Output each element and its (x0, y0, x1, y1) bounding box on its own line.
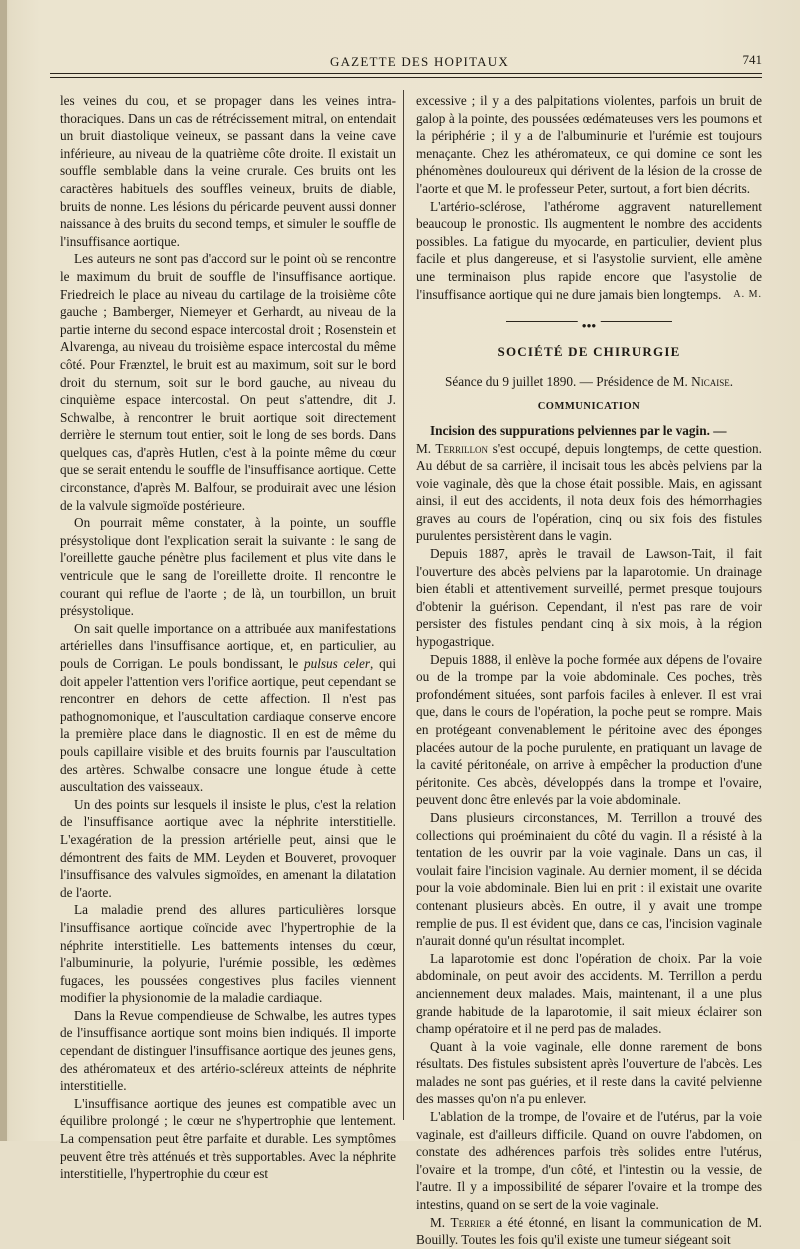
text-run: . (729, 373, 734, 389)
separator-ornament-icon: ●●● (578, 317, 601, 335)
text-run: On sait quelle importance on a attribuée aux manifestations artérielles dans l'insuffisance aortique, et, en particulier, au pouls de Corrigan. Le pouls bondissant, le (60, 620, 396, 671)
latin-term: pulsus celer (303, 656, 371, 671)
paragraph: Quant à la voie vaginale, elle donne rarement de bons résultats. Des fistules subsistent après l'ouverture de l'abcès. Les malades ne sont pas guéries, et il reste dans la cavité pelvienne des masses qu'on n'a pu enlever. (416, 1038, 762, 1107)
text-run: a été étonné, en lisant la communication de M. Bouilly. Toutes les fois qu'il existe une tumeur siégeant soit (416, 1214, 762, 1248)
paragraph: L'insuffisance aortique des jeunes est compatible avec un équilibre prolongé ; le cœur ne s'hypertrophie que lentement. La compensation peut être parfaite et durable. Les symptômes peuvent être très atténués et très supportables. Avec la néphrite interstitielle, l'hypertrophie du cœur est (60, 1095, 396, 1182)
page-number: 741 (742, 52, 762, 67)
paragraph: On pourrait même constater, à la pointe, un souffle présystolique dont l'explication serait la suivante : le sang de l'oreillette gauche pénètre plus facilement et plus vite dans le ventricule que le sang de l'oreillette droite. Il rencontre le courant qui reflue de l'aorte ; de là, un tourbillon, un bruit présystolique. (60, 515, 396, 619)
left-column (60, 92, 396, 1183)
paragraph: Dans la Revue compendieuse de Schwalbe, les autres types de l'insuffisance aortique sont moins bien indiqués. Il importe cependant de distinguer l'insuffisance aortique des jeunes gens, des athéromateux et des artério-scléreux atteints de néphrite interstitielle. (60, 1007, 396, 1094)
section-separator (416, 317, 762, 331)
author-name: M. Terrier (430, 1214, 491, 1230)
communication-heading: COMMUNICATION (537, 401, 641, 413)
article-title: Incision des suppurations pelviennes par le vagin. — (430, 422, 727, 438)
paragraph (60, 620, 396, 796)
paragraph: La laparotomie est donc l'opération de choix. Par la voie abdominale, on peut avoir des accidents. M. Terrillon a perdu anciennement deux malades. Mais, maintenant, il a une plus grande habitude de la laparotomie, il sait mieux éclairer son champ opératoire et il ne perd pas de malades. (416, 950, 762, 1037)
paragraph: Depuis 1888, il enlève la poche formée aux dépens de l'ovaire ou de la trompe par la voie abdominale. Ces poches, très profondément situées, sont parfois faciles à enlever. Il est vrai que, dans le cours de l'opération, la poche peut se rompre. Mais en protégeant convenablement le péritoine avec des éponges placées autour de la poche purulente, en pratiquant un lavage de la cavité péritonéale, on arrive à empêcher la production d'une péritonite. Ces abcès, développés dans la trompe et l'ovaire, peuvent donc être enlevés par la voie abdominale. (416, 651, 762, 808)
paragraph: Les auteurs ne sont pas d'accord sur le point où se rencontre le maximum du bruit de souffle de l'insuffisance aortique. Friedreich le place au niveau du cartilage de la troisième côte gauche ; Bamberger, Niemeyer et Gerhardt, au niveau de la partie interne du second espace intercostal droit ; Rosenstein et Alvarenga, au niveau du troisième espace intercostal du même côté. Pour Frænztel, le bruit est au maximum, soit sur le bord droit du sternum, soit sur le bord gauche, au niveau du cinquième espace intercostal. On peut s'attendre, dit J. Schwalbe, à rencontrer le bruit aortique soit directement derrière le sternum tout entier, soit le long de ses bords. Dans quelques cas, d'après Hutlen, c'est à la pointe même du cœur que se serait entendu le souffle de l'insuffisance aortique. Cette circonstance, d'après M. Balfour, se produirait avec une lésion de la valvule sigmoïde postérieure. (60, 251, 396, 513)
paragraph: L'ablation de la trompe, de l'ovaire et de l'utérus, par la voie vaginale, est d'ailleurs difficile. Quand on ouvre l'abdomen, on constate des adhérences parfois très solides entre l'utérus, l'ovaire et la trompe, d'un côté, et l'intestin ou la vessie, de l'autre. Il y a impossibilité de séparer l'ovaire et la trompe des intestins, quand on se sert de la voie vaginale. (416, 1109, 762, 1213)
paragraph: excessive ; il y a des palpitations violentes, parfois un bruit de galop à la pointe, des poussées œdémateuses vers les poumons et la périphérie ; il y a de l'albuminurie et l'urémie est toujours menaçante. Chez les athéromateux, ce qui domine ce sont les phénomènes douloureux qui dérivent de la lésion de la crosse de l'aorte et que M. le professeur Peter, surtout, a fort bien décrits. (416, 93, 762, 196)
text-run: Séance du 9 juillet 1890. — Présidence de M. (444, 373, 692, 389)
session-line (416, 373, 762, 391)
paragraph (416, 1214, 762, 1249)
header-rule-top (50, 73, 762, 74)
paragraph (416, 422, 762, 545)
president-name: Nicaise (691, 373, 730, 389)
paragraph: Depuis 1887, après le travail de Lawson-Tait, il fait l'ouverture des abcès pelviens par la laparotomie. Un drainage bien établi et attentivement surveillé, permet presque toujours d'obtenir la guérison. Cependant, il n'est pas rare de voir persister des fistules pendant cinq à six mois, à la région hypogastrique. (416, 546, 762, 650)
paragraph: Dans plusieurs circonstances, M. Terrillon a trouvé des collections qui proéminaient du côté du vagin. Il a résisté à la tentation de les ouvrir par la voie vaginale. Dans un cas, il voulait faire l'incision vaginale. Au dernier moment, il se décida pour la voie abdominale. Bien lui en prit : il existait une ovarite contenant plusieurs abcès. En outre, il y avait une trompe remplie de pus. Il est évident que, dans ce cas, l'incision vaginale n'aurait donné qu'un résultat incomplet. (416, 809, 762, 949)
text-run: , qui doit appeler l'attention vers l'orifice aortique, peut cependant se rencontrer en dehors de cette affection. Il n'est pas pathognomonique, et l'auscultation cardiaque conserve encore la première place dans le diagnostic. Il en est de même du pouls capillaire visible et des bruits fournis par l'auscultation des artères. Schwalbe consacre une longue étude à cette auscultation des vaisseaux. (60, 656, 396, 795)
paragraph: Un des points sur lesquels il insiste le plus, c'est la relation de l'insuffisance aortique avec la néphrite interstitielle. L'exagération de la pression artérielle peut, ainsi que le démontrent des faits de MM. Leyden et Bouveret, provoquer l'insuffisance des valvules sigmoïdes, en amenant la dilatation de l'aorte. (60, 796, 396, 900)
right-column (416, 92, 762, 1249)
page-header (50, 52, 762, 72)
author-name: M. Terrillon (416, 440, 489, 456)
section-title: SOCIÉTÉ DE CHIRURGIE (497, 344, 681, 360)
text-run: s'est occupé, depuis longtemps, de cette question. Au début de sa carrière, il incisait tous les abcès pelviens par la voie vaginale, dès que la chose était possible. Mais, en agissant ainsi, il eut des accidents, il nota deux fois des hémorrhagies graves au cours de l'opération, cinq ou six fois des fistules purulentes persistèrent dans le vagin. (416, 440, 762, 544)
paragraph: L'artério-sclérose, l'athérome aggravent naturellement beaucoup le pronostic. Ils augmentent le nombre des accidents possibles. La fatigue du myocarde, en particulier, devient plus facile et plus dangereuse, et si l'asystolie survient, elle amène une terminaison plus rapide encore que l'asystolie de l'insuffisance aortique qui ne dure jamais bien longtemps. (416, 198, 762, 302)
header-rule-bottom (50, 77, 762, 78)
page-binding-edge (0, 0, 7, 1141)
paragraph: La maladie prend des allures particulières lorsque l'insuffisance aortique coïncide avec l'hypertrophie de la néphrite interstitielle. Les battements intenses du cœur, l'albuminurie, la polyurie, l'urémie possible, les œdèmes fugaces, les poussées congestives plus faciles viennent modifier la physionomie de la maladie cardiaque. (60, 902, 396, 1006)
paragraph: les veines du cou, et se propager dans les veines intra-thoraciques. Dans un cas de rétrécissement mitral, on entendait un bruit diastolique veineux, se passant dans la veine cave inférieure, au niveau de la quatrième côte droite. Il existait un souffle semblable dans la veine crurale. Ces bruits ont les caractères habituels des souffles veineux, bruits de diable, bruits de nonne. Les lésions du péricarde peuvent aussi donner naissance à des bruits du second temps, et simuler le souffle de l'insuffisance aortique. (60, 93, 396, 249)
journal-title: GAZETTE DES HOPITAUX (330, 54, 509, 69)
column-divider (403, 90, 404, 1120)
author-signature: A. M. (733, 288, 762, 300)
